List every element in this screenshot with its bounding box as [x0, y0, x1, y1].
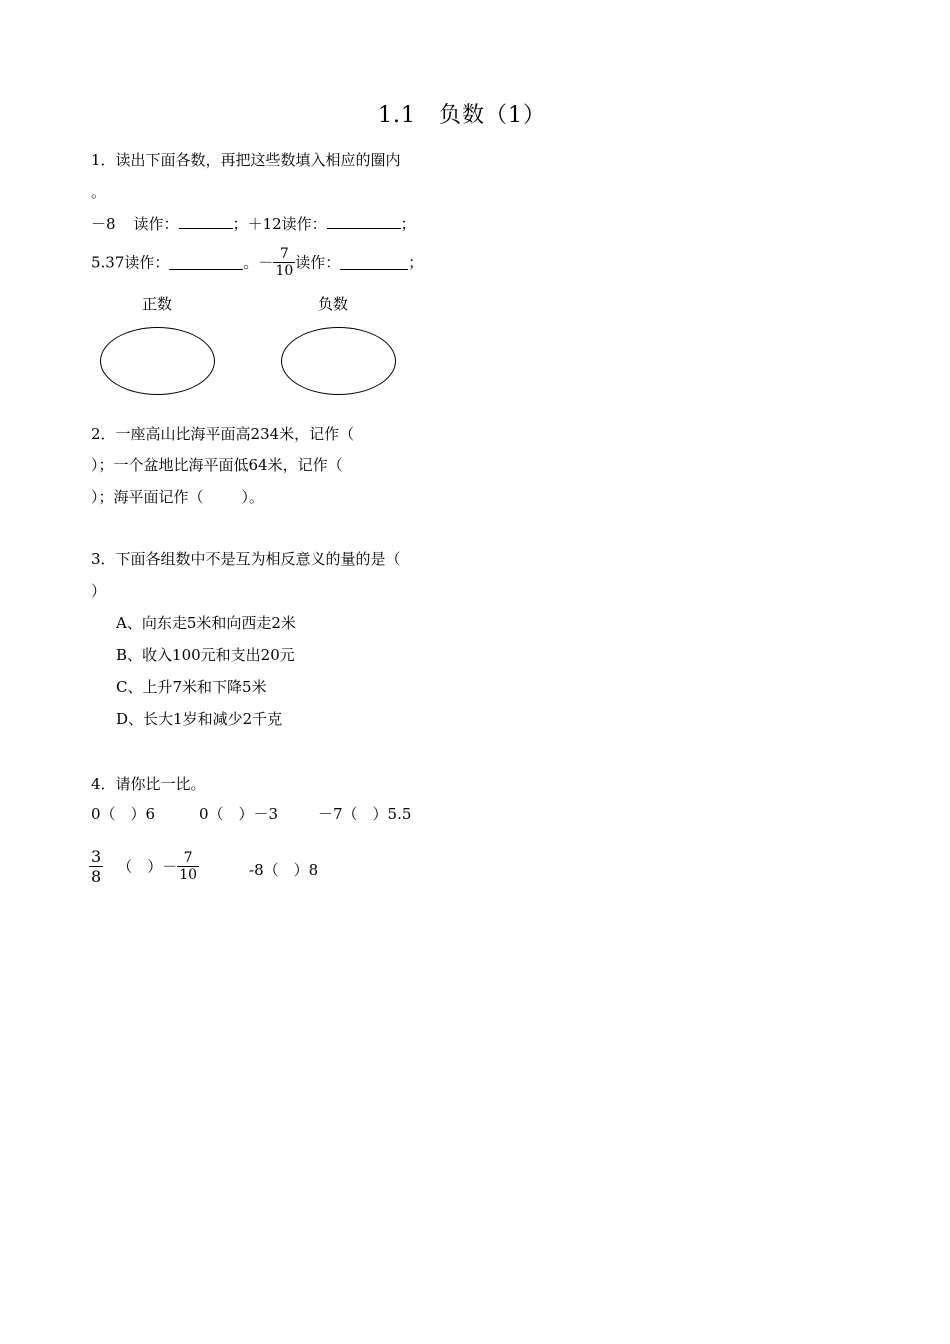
- fraction-7-10: [273, 246, 295, 279]
- minus-sign: －: [162, 857, 178, 876]
- fraction-3-8: [89, 847, 103, 886]
- negative-numbers-label: 负数: [318, 295, 349, 313]
- option-c[interactable]: C、上升7米和下降5米: [116, 678, 267, 696]
- fraction-numerator: 3: [91, 847, 102, 866]
- compare-neg7-5.5: －7（ ）5.5: [318, 805, 412, 823]
- question-2-line-1: 2．一座高山比海平面高234米，记作（: [91, 425, 355, 443]
- answer-blank[interactable]: [327, 214, 401, 229]
- read-label: 读作：: [133, 215, 179, 233]
- compare-paren[interactable]: （ ）: [117, 857, 163, 876]
- compare-0-neg3: 0（ ）－3: [199, 805, 279, 823]
- compare-fraction-row: [89, 847, 199, 893]
- fraction-7-10: [177, 850, 199, 883]
- question-1-stem: 1．读出下面各数，再把这些数填入相应的圈内: [91, 151, 401, 169]
- question-3-line-1: 3．下面各组数中不是互为相反意义的量的是（: [91, 550, 401, 568]
- question-4-stem: 4．请你比一比。: [91, 775, 206, 793]
- question-1-row-2: [91, 246, 423, 290]
- fraction-denominator: 10: [275, 263, 294, 279]
- separator: ；: [408, 253, 424, 272]
- number-537-label: 5.37读作：: [91, 253, 170, 272]
- minus-sign: －: [258, 253, 274, 272]
- number-pos12-label: ＋12读作：: [247, 215, 327, 233]
- fraction-denominator: 10: [179, 867, 198, 883]
- option-b[interactable]: B、收入100元和支出20元: [116, 646, 295, 664]
- answer-blank[interactable]: [179, 214, 233, 229]
- positive-numbers-label: 正数: [142, 295, 173, 313]
- fraction-denominator: 8: [91, 867, 102, 886]
- fraction-numerator: 7: [177, 850, 199, 867]
- period-separator: 。: [243, 253, 259, 272]
- question-2-line-3-a: ）；海平面记作（: [91, 488, 204, 506]
- question-2-line-2: ）；一个盆地比海平面低64米，记作（: [91, 456, 343, 474]
- question-1-row-1: [91, 214, 416, 234]
- separator: ；: [232, 215, 248, 233]
- fraction-numerator: 7: [273, 246, 295, 263]
- negative-numbers-circle[interactable]: [281, 327, 396, 395]
- question-1-period: 。: [91, 183, 107, 201]
- option-a[interactable]: A、向东走5米和向西走2米: [116, 614, 296, 632]
- page-title: 1.1 负数（1）: [378, 103, 546, 128]
- question-2-line-3-b: ）。: [241, 488, 265, 506]
- separator: ；: [400, 215, 416, 233]
- positive-numbers-circle[interactable]: [100, 327, 215, 395]
- question-3-line-2: ）: [91, 582, 107, 600]
- compare-0-6: 0（ ）6: [91, 805, 156, 823]
- number-neg8: －8: [91, 215, 116, 233]
- read-label: 读作：: [295, 253, 341, 272]
- answer-blank[interactable]: [340, 255, 408, 270]
- option-d[interactable]: D、长大1岁和减少2千克: [116, 710, 283, 728]
- question-2-line-3: [91, 487, 264, 507]
- answer-blank[interactable]: [169, 255, 243, 270]
- compare-neg8-8: -8（ ）8: [249, 861, 319, 879]
